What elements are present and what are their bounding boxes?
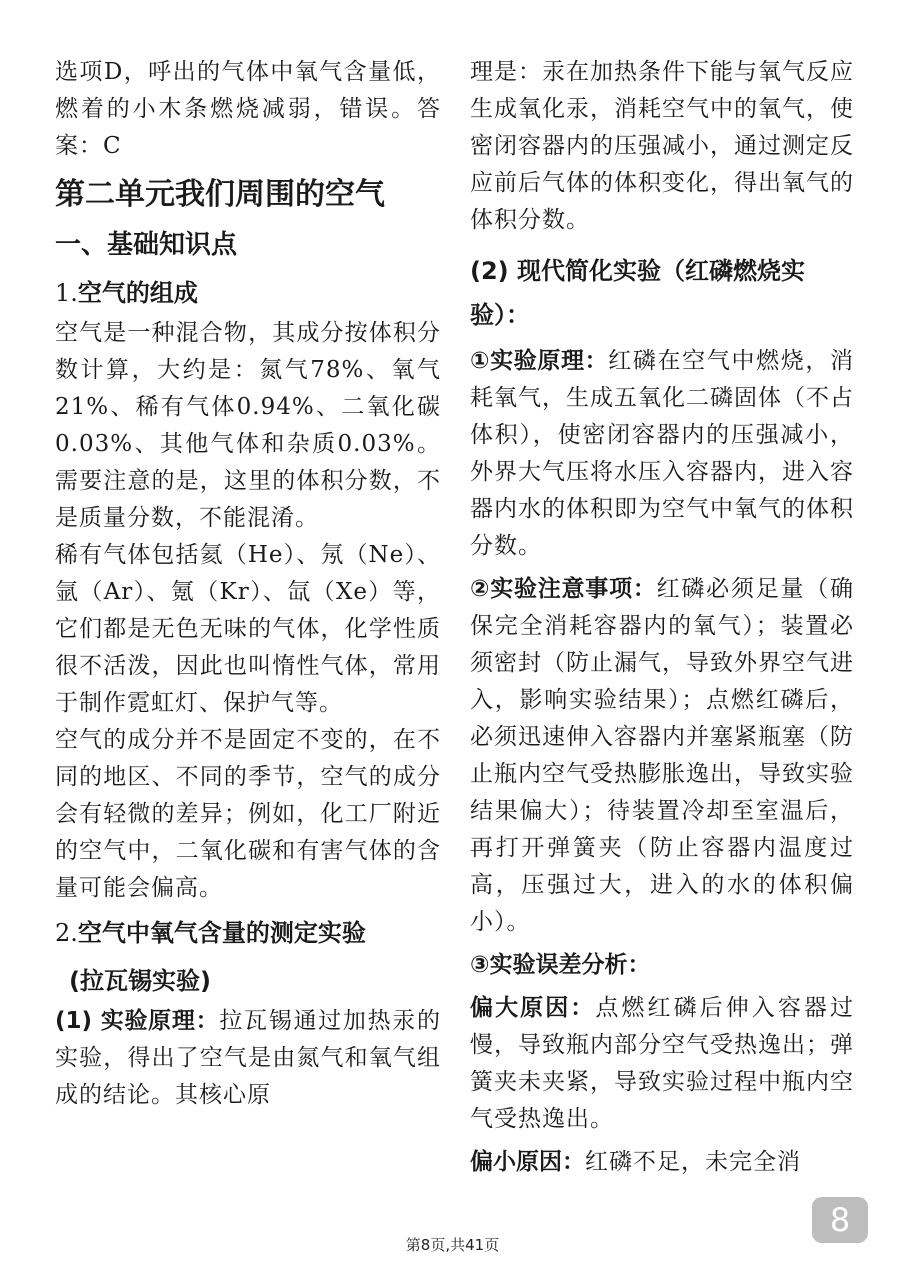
left-column xyxy=(55,54,441,1114)
section-title: 一、基础知识点 xyxy=(55,230,238,260)
text-item-principle: 红磷在空气中燃烧，消耗氧气，生成五氧化二磷固体（不占体积），使密闭容器内的压强减小，外界大气压将水压入容器内，进入容器内水的体积即为空气中氧气的体积分数。 xyxy=(470,348,854,559)
subsection-oxygen-experiment xyxy=(55,911,441,955)
paragraph-continued: 理是：汞在加热条件下能与氧气反应生成氧化汞，消耗空气中的氧气，使密闭容器内的压强减小，通过测定反应前后气体的体积变化，得出氧气的体积分数。 xyxy=(470,59,854,233)
label-too-large: 偏大原因： xyxy=(470,995,596,1021)
text-too-small: 红磷不足，未完全消 xyxy=(585,1149,801,1175)
paragraph-lavoisier xyxy=(55,1003,441,1114)
subsection-number: 2. xyxy=(55,919,78,947)
text-item-notes: 红磷必须足量（确保完全消耗容器内的氧气）；装置必须密封（防止漏气，导致外界空气进入，影响实验结果）；点燃红磷后，必须迅速伸入容器内并塞紧瓶塞（防止瓶内空气受热膨胀逸出，导致实验结果偏大）；待装置冷却至室温后，再打开弹簧夹（防止容器内温度过高，压强过大，进入的水的体积偏小）。 xyxy=(470,576,854,935)
error-too-small xyxy=(470,1144,854,1181)
page-footer: 第8页,共41页 xyxy=(405,1236,500,1254)
subsection-number: 1. xyxy=(55,279,78,307)
label-principle: (1) 实验原理： xyxy=(55,1008,220,1034)
subsection-title: 空气中氧气含量的测定实验 xyxy=(77,919,366,947)
subsection-subtitle: (拉瓦锡实验) xyxy=(69,967,211,995)
intro-paragraph: 选项D，呼出的气体中氧气含量低，燃着的小木条燃烧减弱，错误。答案：C xyxy=(55,59,441,159)
subsection-air-composition xyxy=(55,271,441,315)
error-too-large xyxy=(470,990,854,1138)
item-principle xyxy=(470,343,854,565)
paragraph-variation: 空气的成分并不是固定不变的，在不同的地区、不同的季节，空气的成分会有轻微的差异；例如，化工厂附近的空气中，二氧化碳和有害气体的含量可能会偏高。 xyxy=(55,727,441,901)
paragraph-noble-gases: 稀有气体包括氦（He）、氖（Ne）、氩（Ar）、氪（Kr）、氙（Xe）等，它们都是无色无味的气体，化学性质很不活泼，因此也叫惰性气体，常用于制作霓虹灯、保护气等。 xyxy=(55,542,441,716)
label-error-analysis: ③实验误差分析： xyxy=(470,952,651,978)
label-item-principle: ①实验原理： xyxy=(470,348,609,374)
text-principle: 拉瓦锡通过加热汞的实验，得出了空气是由氮气和氧气组成的结论。其核心原 xyxy=(55,1008,441,1108)
label-too-small: 偏小原因： xyxy=(470,1149,585,1175)
unit-title: 第二单元我们周围的空气 xyxy=(55,177,385,212)
item-notes xyxy=(470,571,854,941)
text-too-large: 点燃红磷后伸入容器过慢，导致瓶内部分空气受热逸出；弹簧夹未夹紧，导致实验过程中瓶内空气受热逸出。 xyxy=(470,995,855,1132)
item-error-analysis xyxy=(470,947,854,984)
right-column xyxy=(470,54,854,1181)
subsection-title: 空气的组成 xyxy=(77,279,198,307)
page-number-badge: 8 xyxy=(812,1197,868,1243)
paragraph-composition: 空气是一种混合物，其成分按体积分数计算，大约是：氮气78%、氧气21%、稀有气体0.94%、二氧化碳0.03%、其他气体和杂质0.03%。需要注意的是，这里的体积分数，不是质量分数，不能混淆。 xyxy=(55,320,441,531)
label-item-notes: ②实验注意事项： xyxy=(470,576,657,602)
heading-modern-experiment: (2) 现代简化实验（红磷燃烧实验）： xyxy=(470,257,805,329)
